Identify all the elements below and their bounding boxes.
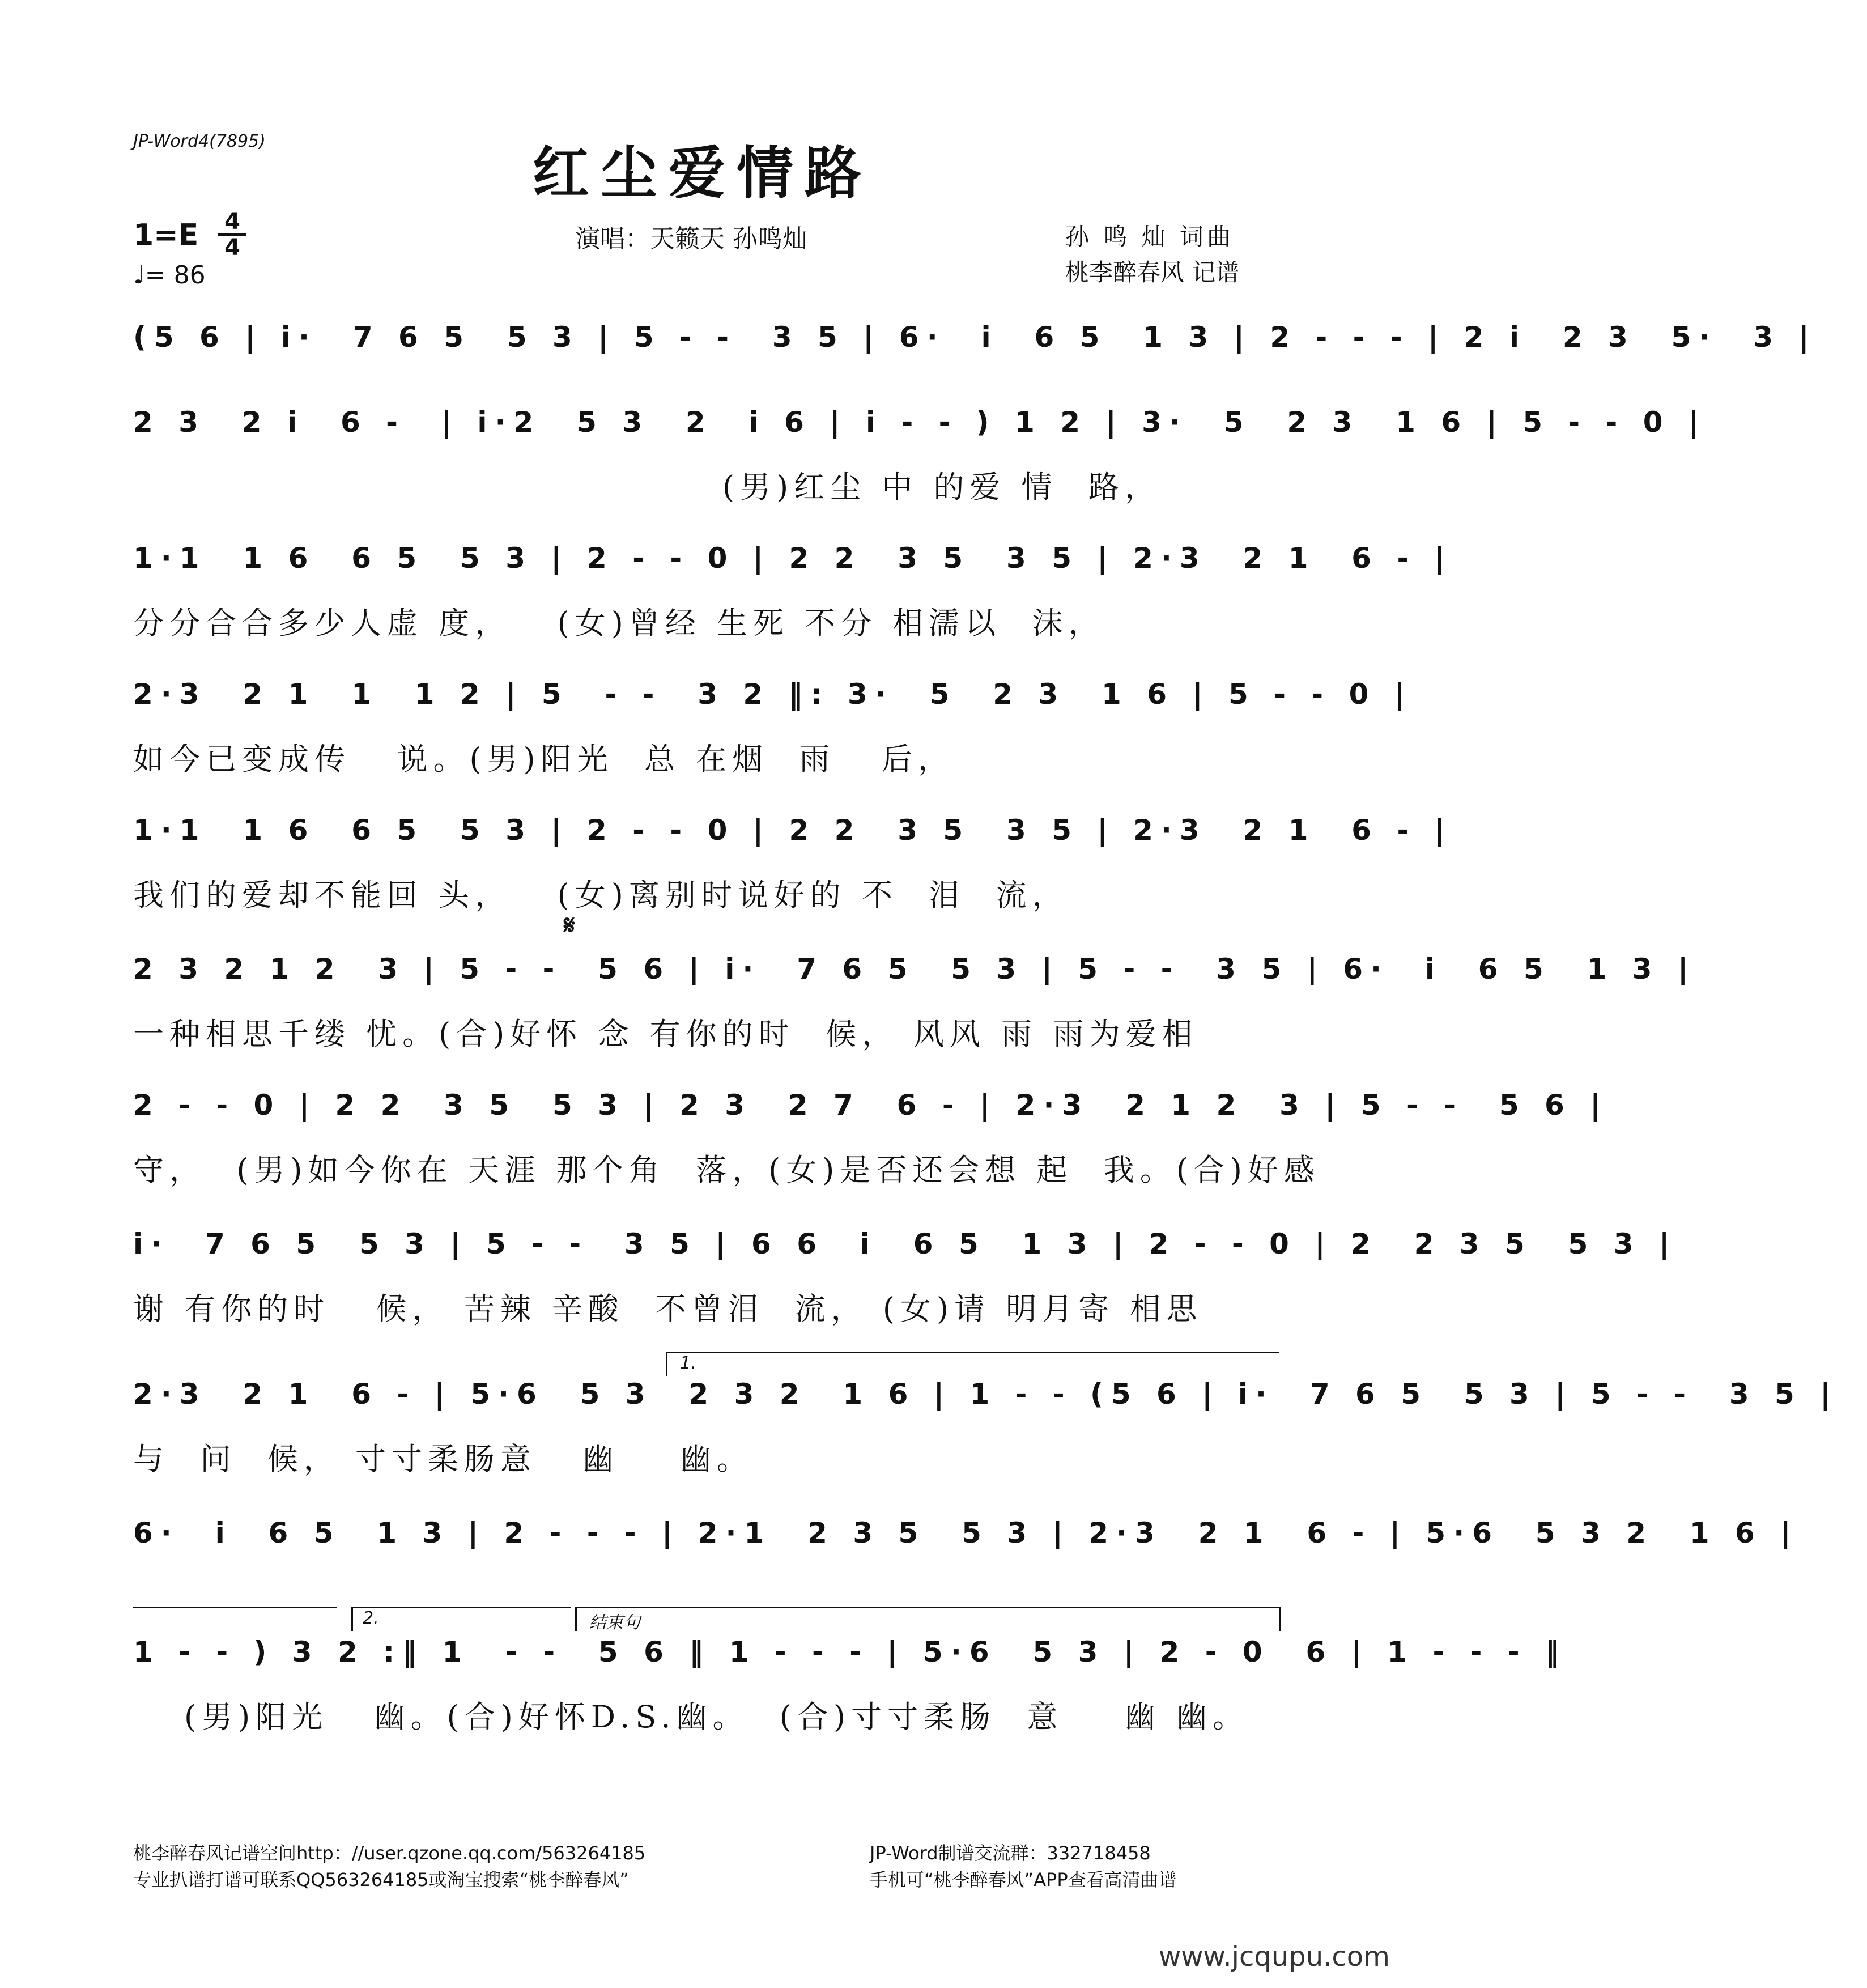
notes-line-7: 2 - - 0 | 2 2 3 5 5 3 | 2 3 2 7 6 - | 2·3 2 1 2 3 | 5 - - 5 6 |: [133, 1089, 1609, 1122]
lyrics-line-3: 分分合合多少人虚 度， (女)曾经 生死 不分 相濡以 沫，: [133, 605, 1105, 641]
notes-line-11: 1 - - ) 3 2 :‖ 1 - - 5 6 ‖ 1 - - - | 5·6 5 3 | 2 - 0 6 | 1 - - - ‖: [133, 1636, 1568, 1668]
software-label: JP-Word4(7895): [133, 131, 266, 151]
notes-line-6: 2 3 2 1 2 3 | 5 - - 5 6 | i· 7 6 5 5 3 | 5 - - 3 5 | 6· i 6 5 1 3 |: [133, 953, 1696, 985]
notes-line-1: (5 6 | i· 7 6 5 5 3 | 5 - - 3 5 | 6· i 6 5 1 3 | 2 - - - | 2 i 2 3 5· 3 |: [133, 321, 1817, 354]
lyrics-line-5: 我们的爱却不能回 头， (女)离别时说好的 不 泪 流，: [133, 877, 1069, 913]
watermark: www.jcqupu.com: [1159, 1941, 1390, 1973]
footer-line2-right: 手机可“桃李醉春风”APP查看高清曲谱: [870, 1869, 1177, 1891]
time-top: 4: [224, 209, 240, 235]
notes-line-8: i· 7 6 5 5 3 | 5 - - 3 5 | 6 6 i 6 5 1 3 | 2 - - 0 | 2 2 3 5 5 3 |: [133, 1227, 1678, 1260]
footer-line1-right: JP-Word制谱交流群：332718458: [870, 1842, 1151, 1864]
coda-label: 结束句: [589, 1613, 640, 1633]
key-signature: 1=E: [133, 218, 199, 252]
tempo-marking: ♩= 86: [133, 261, 206, 290]
lyrics-line-4: 如今已变成传 说。(男)阳光 总 在烟 雨 后，: [133, 741, 954, 777]
transcriber-credit: 桃李醉春风 记谱: [1065, 258, 1240, 286]
notes-line-9: 2·3 2 1 6 - | 5·6 5 3 2 3 2 1 6 | 1 - - (5 6 | i· 7 6 5 5 3 | 5 - - 3 5 |: [133, 1378, 1839, 1411]
notes-line-4: 2·3 2 1 1 1 2 | 5 - - 3 2 ‖: 3· 5 2 3 1 6 | 5 - - 0 |: [133, 678, 1413, 711]
lyrics-line-2: (男)红尘 中 的爱 情 路，: [722, 469, 1161, 505]
singers-credit: 演唱：天籁天 孙鸣灿: [575, 224, 807, 253]
segno-mark: 𝄋: [564, 910, 575, 940]
lyrics-line-7: 守， (男)如今你在 天涯 那个角 落，(女)是否还会想 起 我。(合)好感: [133, 1152, 1320, 1188]
lyrics-line-6: 一种相思千缕 忧。(合)好怀 念 有你的时 候， 风风 雨 雨为爱相: [133, 1016, 1198, 1052]
lyrics-line-9: 与 问 候， 寸寸柔肠意 幽 幽。: [133, 1441, 753, 1477]
time-bottom: 4: [224, 235, 240, 261]
notes-line-2: 2 3 2 i 6 - | i·2 5 3 2 i 6 | i - - ) 1 2 | 3· 5 2 3 1 6 | 5 - - 0 |: [133, 406, 1707, 439]
lyrics-line-11: (男)阳光 幽。(合)好怀D.S.幽。 (合)寸寸柔肠 意 幽 幽。: [184, 1699, 1249, 1735]
notes-line-10: 6· i 6 5 1 3 | 2 - - - | 2·1 2 3 5 5 3 | 2·3 2 1 6 - | 5·6 5 3 2 1 6 |: [133, 1517, 1799, 1549]
composer-credit: 孙 鸣 灿 词曲: [1065, 223, 1235, 250]
volta-2-label: 2.: [363, 1608, 379, 1628]
page-title: 红尘爱情路: [533, 139, 873, 206]
footer-line2-left: 专业扒谱打谱可联系QQ563264185或淘宝搜索“桃李醉春风”: [133, 1869, 629, 1891]
time-signature: [218, 210, 246, 260]
footer-line1-left: 桃李醉春风记谱空间http：//user.qzone.qq.com/563264185: [133, 1842, 646, 1864]
lyrics-line-8: 谢 有你的时 候， 苦辣 辛酸 不曾泪 流， (女)请 明月寄 相思: [133, 1291, 1203, 1327]
notes-line-3: 1·1 1 6 6 5 5 3 | 2 - - 0 | 2 2 3 5 3 5 | 2·3 2 1 6 - |: [133, 542, 1453, 575]
volta-1-label: 1.: [680, 1353, 696, 1373]
notes-line-5: 1·1 1 6 6 5 5 3 | 2 - - 0 | 2 2 3 5 3 5 | 2·3 2 1 6 - |: [133, 814, 1453, 847]
